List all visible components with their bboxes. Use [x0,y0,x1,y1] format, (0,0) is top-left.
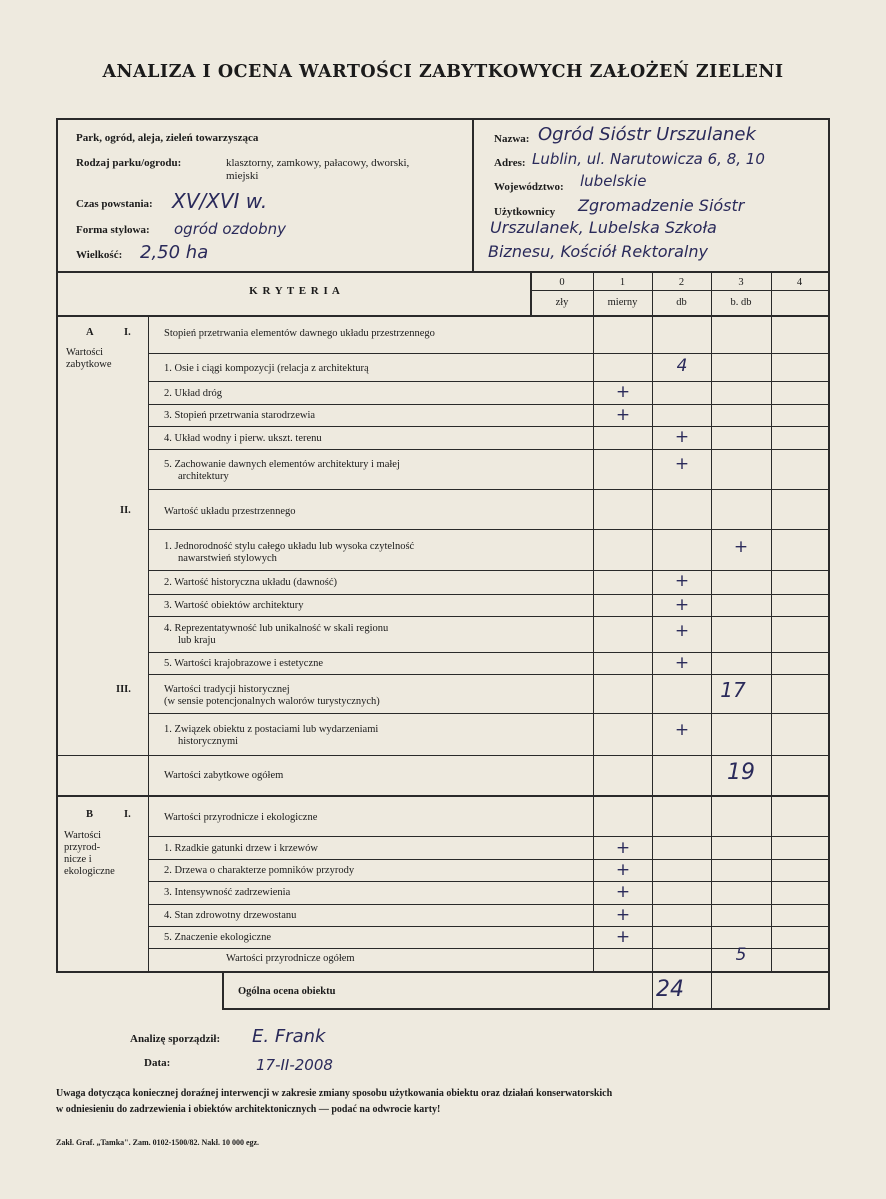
mark-b-5: + [615,927,631,947]
section-a-roman3: III. [116,684,131,695]
park-line: Park, ogród, aleja, zieleń towarzysząca [76,132,259,144]
forma-value: ogród ozdobny [174,220,286,238]
col-line-3 [711,272,712,1008]
overall-value: 24 [656,977,684,1002]
row-line [148,449,830,450]
mark-b-3: + [615,882,631,902]
row-line [148,652,830,653]
section-b-name-4: ekologiczne [64,866,115,877]
section-a-roman2: II. [120,505,131,516]
uzytkownicy-label: Użytkownicy [494,206,556,218]
wojewodztwo-value: lubelskie [580,172,647,190]
section-divider [56,795,830,797]
row-line [148,381,830,382]
row-line [148,594,830,595]
rodzaj-options2: miejski [226,170,259,182]
score-4: 4 [796,277,803,288]
criterion-b-3: 3. Intensywność zadrzewienia [164,887,291,898]
adres-label: Adres: [494,157,526,169]
row-line [148,404,830,405]
nazwa-label: Nazwa: [494,133,530,145]
mark-a3-1: + [674,720,690,740]
czas-label: Czas powstania: [76,198,153,210]
mark-a2-2: + [674,571,690,591]
criterion-a2-4-line2: lub kraju [178,635,216,646]
group3-total: 17 [720,678,746,702]
nazwa-value: Ogród Sióstr Urszulanek [538,124,756,145]
row-line [148,529,830,530]
wielkosc-value: 2,50 ha [140,242,209,263]
uwaga-line-1: Uwaga dotycząca koniecznej doraźnej interwencji w zakresie zmiany sposobu użytkowania obiektu oraz działań konserwatorskich [56,1088,613,1099]
overall-left-line [222,971,224,1009]
criterion-a1-4: 4. Układ wodny i pierw. ukszt. terenu [164,433,322,444]
mark-a2-4: + [674,621,690,641]
frame-top [56,118,830,120]
score-3: 3 [738,277,744,288]
criterion-a2-4: 4. Reprezentatywność lub unikalność w skali regionu [164,623,389,634]
section-b-roman: I. [124,809,131,820]
criterion-a1-5: 5. Zachowanie dawnych elementów architektury i małej [164,459,400,470]
criterion-a1-3: 3. Stopień przetrwania starodrzewia [164,410,316,421]
total-zabytkowe-label: Wartości zabytkowe ogółem [164,770,284,781]
category-column-line [148,316,149,972]
group-b-title: Wartości przyrodnicze i ekologiczne [164,812,318,823]
criterion-a1-2: 2. Układ dróg [164,388,223,399]
mark-a2-3: + [674,595,690,615]
hdr-mid [530,290,829,291]
criterion-a1-1: 1. Osie i ciągi kompozycji (relacja z architekturą [164,363,369,374]
mark-a1-2: + [615,382,631,402]
hdr-bottom [56,315,830,317]
overall-bottom-line [222,1008,830,1010]
criterion-b-1: 1. Rzadkie gatunki drzew i krzewów [164,843,318,854]
info-bottom [56,271,830,273]
section-b-letter: B [86,809,94,820]
group2-title: Wartość układu przestrzennego [164,506,296,517]
criterion-a2-2: 2. Wartość historyczna układu (dawność) [164,577,338,588]
score-2: 2 [678,277,685,288]
row-line [148,616,830,617]
total-zabytkowe-value: 19 [727,760,755,785]
criterion-a3-1: 1. Związek obiektu z postaciami lub wydarzeniami [164,724,379,735]
criterion-a2-3: 3. Wartość obiektów architektury [164,600,304,611]
group1-title: Stopień przetrwania elementów dawnego układu przestrzennego [164,328,435,339]
section-b-name-3: nicze i [64,854,92,865]
mark-b-2: + [615,860,631,880]
mark-a1-5: + [674,454,690,474]
mark-a2-1: + [733,537,749,557]
criterion-a2-1: 1. Jednorodność stylu całego układu lub wysoka czytelność [164,541,415,552]
section-b-bottom [56,971,830,973]
row-line [148,353,830,354]
row-line [148,426,830,427]
col-line-2 [652,272,653,1008]
criterion-a3-1-line2: historycznymi [178,736,239,747]
adres-value: Lublin, ul. Narutowicza 6, 8, 10 [532,150,765,168]
frame-left [56,118,58,973]
criterion-b-2: 2. Drzewa o charakterze pomników przyrody [164,865,355,876]
score-label-2: db [676,297,687,308]
row-line [148,489,830,490]
data-label: Data: [144,1057,171,1069]
uzytkownicy-value3: Biznesu, Kościół Rektoralny [488,242,708,261]
group3-title: Wartości tradycji historycznej [164,684,290,695]
criterion-b-4: 4. Stan zdrowotny drzewostanu [164,910,297,921]
section-a-letter: A [86,327,94,338]
criterion-b-5: 5. Znaczenie ekologiczne [164,932,271,943]
group3-title2: (w sensie potencjonalnych walorów turystycznych) [164,696,380,707]
row-line [148,881,830,882]
section-a-name-2: zabytkowe [66,359,112,370]
mark-b-1: + [615,838,631,858]
col-line-4 [771,272,772,972]
section-b-name-1: Wartości [64,830,102,841]
wojewodztwo-label: Województwo: [494,181,564,193]
row-line [148,926,830,927]
overall-label: Ogólna ocena obiektu [238,986,336,997]
criterion-a2-1-line2: nawarstwień stylowych [178,553,277,564]
score-1: 1 [619,277,626,288]
score-0: 0 [559,277,565,288]
row-line [56,755,830,756]
rodzaj-options: klasztorny, zamkowy, pałacowy, dworski, [226,157,410,169]
section-a-roman: I. [124,327,131,338]
uzytkownicy-value2: Urszulanek, Lubelska Szkoła [490,218,717,237]
criterion-a2-5: 5. Wartości krajobrazowe i estetyczne [164,658,324,669]
mark-a2-5: + [674,653,690,673]
page-title: ANALIZA I OCENA WARTOŚCI ZABYTKOWYCH ZAŁOŻEŃ ZIELENI [102,62,784,82]
row-line [148,713,830,714]
printer-line: Zakł. Graf. „Tamka". Zam. 0102-1500/82. Nakł. 10 000 egz. [56,1138,260,1147]
col-line-1 [593,272,594,972]
forma-label: Forma stylowa: [76,224,150,236]
uzytkownicy-value1: Zgromadzenie Sióstr [578,196,745,215]
mark-a1-3: + [615,405,631,425]
score-label-3: b. db [730,297,752,308]
info-divider [472,118,474,272]
row-line [148,836,830,837]
row-line [148,674,830,675]
mark-b-4: + [615,905,631,925]
row-line [148,859,830,860]
frame-right [828,118,830,1010]
row-line [148,904,830,905]
score-label-0: zły [555,297,569,308]
analiza-signature: E. Frank [252,1026,326,1047]
wielkosc-label: Wielkość: [76,249,123,261]
mark-a1-4: + [674,427,690,447]
data-value: 17-II-2008 [256,1056,333,1074]
score-label-1: mierny [607,297,638,308]
analiza-label: Analizę sporządził: [130,1033,221,1045]
row-line [148,570,830,571]
criterion-a1-5-line2: architektury [178,471,229,482]
kryteria-header: K R Y T E R I A [249,285,341,297]
total-przyrodnicze-label: Wartości przyrodnicze ogółem [226,953,355,964]
section-b-name-2: przyrod- [64,842,101,853]
uwaga-line-2: w odniesieniu do zadrzewienia i obiektów architektonicznych — podać na odwrocie karty! [56,1104,441,1115]
total-przyrodnicze-value: 5 [735,945,747,965]
rodzaj-label: Rodzaj parku/ogrodu: [76,157,182,169]
mark-a1-1: 4 [676,356,688,376]
section-a-name-1: Wartości [66,347,104,358]
czas-value: XV/XVI w. [172,189,268,213]
